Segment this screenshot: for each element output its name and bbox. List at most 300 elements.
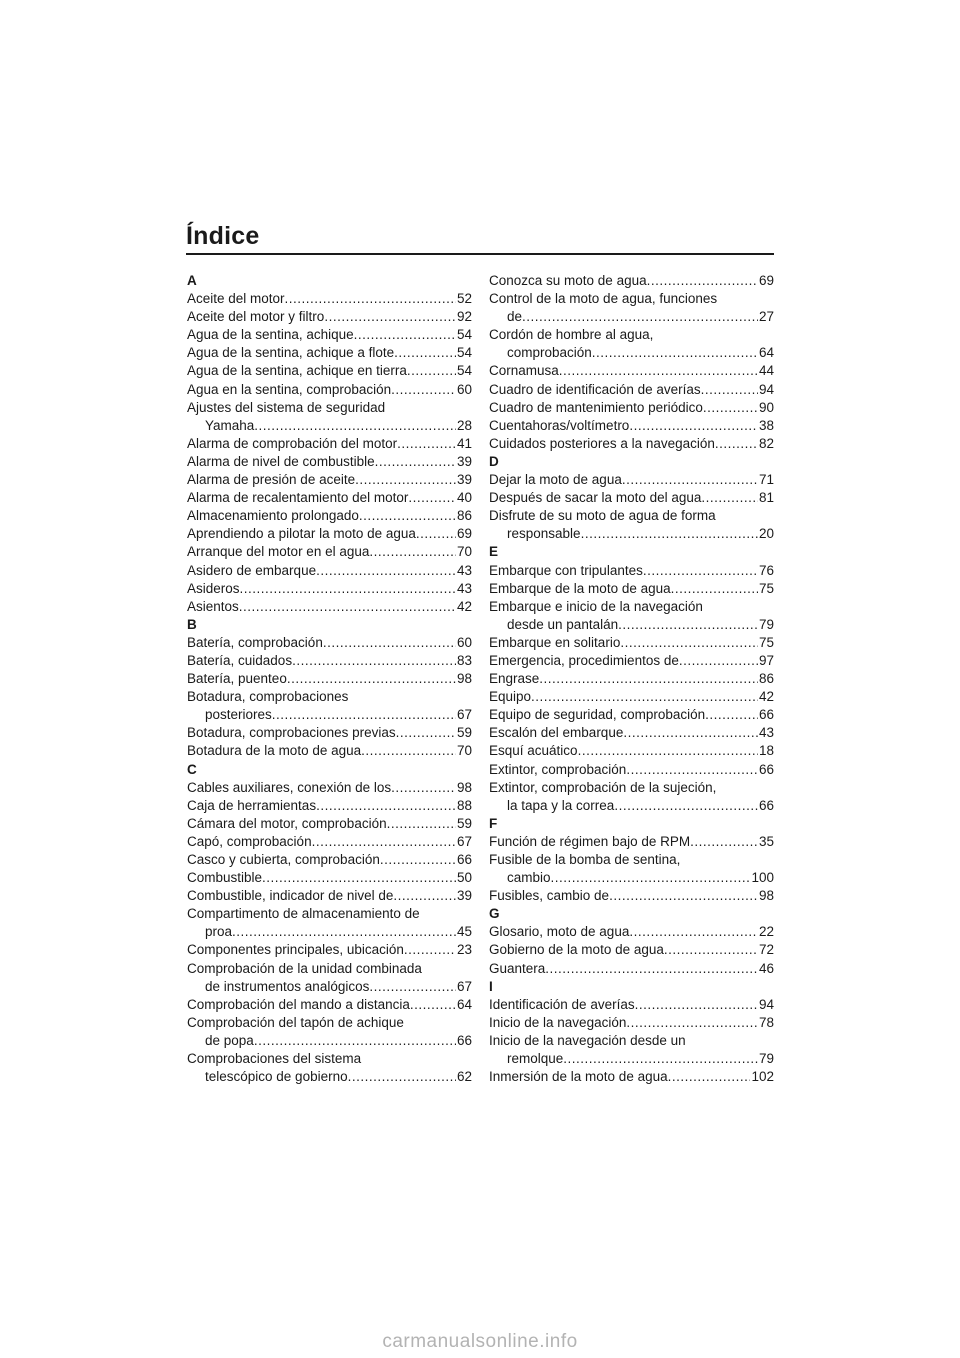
dot-leader (407, 362, 456, 380)
index-entry-label-line: Botadura, comprobaciones (187, 689, 349, 705)
index-entry (187, 887, 472, 905)
dot-leader (254, 1032, 456, 1050)
index-entry-label-line: Fusible de la bomba de sentina, (489, 852, 681, 867)
dot-leader (272, 706, 456, 724)
dot-leader (592, 344, 758, 362)
index-entry-page: 54 (456, 345, 472, 361)
index-entry-label: Asientos (187, 598, 239, 614)
index-entry-label: Agua de la sentina, achique a flote (187, 345, 395, 361)
index-entry-page: 18 (758, 743, 774, 759)
dot-leader (396, 724, 456, 742)
index-entry (489, 507, 774, 543)
index-column-right (489, 272, 774, 1086)
dot-leader (559, 362, 758, 380)
index-entry-label: Casco y cubierta, comprobación (187, 852, 380, 867)
index-entry-label: Inicio de la navegación (489, 1014, 627, 1030)
dot-leader (563, 1050, 758, 1068)
dot-leader (618, 616, 758, 634)
index-entry-label: Cables auxiliares, conexión de los (187, 779, 392, 795)
dot-leader (232, 923, 456, 941)
index-entry (187, 326, 472, 344)
index-entry-label: Función de régimen bajo de RPM (489, 833, 691, 849)
index-section-letter: I (489, 978, 493, 994)
index-entry-page: 44 (758, 363, 774, 379)
index-entry (489, 960, 774, 978)
dot-leader (285, 290, 456, 308)
index-entry (187, 525, 472, 543)
index-entry-label-line: Embarque e inicio de la navegación (489, 598, 703, 614)
index-entry (489, 851, 774, 887)
index-entry-label: Equipo de seguridad, comprobación (489, 707, 706, 723)
index-entry-page: 46 (758, 960, 774, 976)
index-entry (489, 471, 774, 489)
dot-leader (668, 1068, 751, 1086)
index-entry-label: Batería, puenteo (187, 671, 287, 687)
index-entry-page: 52 (456, 291, 472, 307)
index-entry-label: Extintor, comprobación (489, 761, 627, 777)
index-entry-label: Aceite del motor y filtro (187, 309, 325, 325)
index-entry-page: 67 (456, 707, 472, 723)
dot-leader (292, 652, 456, 670)
dot-leader (620, 634, 758, 652)
dot-leader (391, 381, 456, 399)
dot-leader (701, 489, 758, 507)
index-entry (489, 562, 774, 580)
dot-leader (324, 308, 456, 326)
index-entry (187, 833, 472, 851)
index-entry (187, 851, 472, 869)
index-entry-label: Batería, comprobación (187, 634, 323, 650)
index-entry (187, 905, 472, 941)
index-entry-label: Cuadro de identificación de averías (489, 381, 701, 397)
index-entry-page: 60 (456, 381, 472, 397)
index-entry-label: Conozca su moto de agua (489, 273, 647, 288)
dot-leader (312, 833, 456, 851)
page-title: Índice (186, 222, 260, 250)
index-entry-page: 23 (456, 942, 472, 958)
index-entry-label: Cámara del motor, comprobación (187, 815, 387, 831)
index-entry-page: 92 (456, 309, 472, 325)
index-entry-page: 97 (758, 652, 774, 668)
index-entry-page: 81 (758, 490, 774, 506)
index-entry-label-line: Comprobación del tapón de achique (187, 1014, 404, 1030)
index-entry-page: 86 (456, 508, 472, 524)
index-entry (187, 562, 472, 580)
index-entry-label: Botadura de la moto de agua (187, 743, 362, 759)
index-entry-label: Botadura, comprobaciones previas (187, 725, 396, 741)
dot-leader (671, 580, 758, 598)
index-entry-label: Inmersión de la moto de agua (489, 1069, 668, 1085)
index-entry-label: Batería, cuidados (187, 652, 293, 668)
index-entry-label: Alarma de recalentamiento del motor (187, 490, 409, 506)
index-entry-label: la tapa y la correa (507, 797, 615, 813)
dot-leader (643, 562, 758, 580)
index-entry (489, 580, 774, 598)
index-entry (187, 381, 472, 399)
index-entry-page: 62 (456, 1069, 472, 1085)
index-entry-page: 88 (456, 797, 472, 813)
index-entry (489, 290, 774, 326)
index-section-letter: G (489, 906, 500, 922)
index-entry-label: Asideros (187, 580, 240, 596)
index-entry-label: proa (205, 924, 233, 940)
dot-leader (380, 851, 456, 869)
index-entry-page: 69 (758, 273, 774, 288)
index-entry (187, 435, 472, 453)
index-entry-page: 90 (758, 399, 774, 415)
dot-leader (626, 1014, 758, 1032)
index-entry-page: 39 (456, 472, 472, 488)
index-entry (187, 507, 472, 525)
dot-leader (629, 923, 758, 941)
index-entry-page: 66 (758, 797, 774, 813)
index-entry-label: Escalón del embarque (489, 725, 624, 741)
index-entry-page: 59 (456, 725, 472, 741)
dot-leader (287, 670, 456, 688)
index-entry-label: Embarque de la moto de agua (489, 580, 671, 596)
index-entry-label: Esquí acuático (489, 743, 578, 759)
index-entry (187, 797, 472, 815)
index-entry-label: Yamaha (205, 417, 255, 433)
dot-leader (404, 941, 456, 959)
index-entry-page: 86 (758, 671, 774, 687)
index-entry (489, 706, 774, 724)
index-entry-page: 78 (758, 1014, 774, 1030)
dot-leader (679, 652, 758, 670)
index-entry-label: Alarma de nivel de combustible (187, 453, 375, 469)
index-entry (489, 688, 774, 706)
index-entry-page: 66 (456, 852, 472, 867)
dot-leader (622, 471, 758, 489)
index-section-letter: F (489, 815, 498, 831)
dot-leader (316, 797, 456, 815)
dot-leader (408, 489, 456, 507)
index-section-letter: D (489, 453, 499, 469)
index-entry-label: Aprendiendo a pilotar la moto de agua (187, 526, 416, 542)
index-entry-label: Engrase (489, 671, 540, 687)
index-entry-label: Equipo (489, 689, 532, 705)
dot-leader (394, 344, 456, 362)
index-entry (489, 724, 774, 742)
dot-leader (715, 435, 758, 453)
index-entry (187, 634, 472, 652)
dot-leader (361, 742, 456, 760)
index-entry-label-line: Ajustes del sistema de seguridad (187, 399, 386, 415)
index-entry (187, 815, 472, 833)
index-entry (489, 887, 774, 905)
index-entry-label: Después de sacar la moto del agua (489, 490, 702, 506)
index-entry-label: Aceite del motor (187, 291, 285, 307)
index-entry-label: Cuidados posteriores a la navegación (489, 435, 715, 451)
index-entry-label: Embarque en solitario (489, 634, 621, 650)
index-entry-page: 67 (456, 833, 472, 849)
index-entry-page: 72 (758, 942, 774, 958)
index-entry (489, 1014, 774, 1032)
dot-leader (323, 634, 456, 652)
index-entry-label: Caja de herramientas (187, 797, 317, 813)
index-entry-label: Alarma de comprobación del motor (187, 435, 398, 451)
index-entry-label: comprobación (507, 345, 592, 361)
index-entry (187, 869, 472, 887)
index-entry-page: 66 (758, 761, 774, 777)
index-entry-label: de instrumentos analógicos (205, 978, 370, 994)
index-entry (187, 308, 472, 326)
dot-leader (664, 941, 758, 959)
index-entry-page: 67 (456, 978, 472, 994)
dot-leader (623, 724, 758, 742)
index-entry-label: Capó, comprobación (187, 833, 312, 849)
dot-leader (410, 996, 456, 1014)
index-entry (187, 471, 472, 489)
index-entry-page: 69 (456, 526, 472, 542)
index-entry (187, 489, 472, 507)
index-entry-label: Cuentahoras/voltímetro (489, 417, 630, 433)
index-entry-page: 39 (456, 888, 472, 904)
index-entry-label: Combustible, indicador de nivel de (187, 888, 394, 904)
index-entry (187, 670, 472, 688)
dot-leader (416, 525, 456, 543)
index-entry-page: 38 (758, 417, 774, 433)
dot-leader (354, 326, 456, 344)
index-entry-label: desde un pantalán (507, 616, 619, 632)
index-entry-label: Agua en la sentina, comprobación (187, 381, 392, 397)
index-section-letter: C (187, 761, 197, 777)
index-entry (187, 362, 472, 380)
index-entry-page: 66 (456, 1032, 472, 1048)
index-entry-page: 66 (758, 707, 774, 723)
index-entry-label: Gobierno de la moto de agua (489, 942, 664, 958)
index-entry-page: 43 (456, 562, 472, 578)
index-entry-label: remolque (507, 1051, 564, 1067)
index-entry-page: 79 (758, 616, 774, 632)
index-entry (489, 833, 774, 851)
index-entry-page: 70 (456, 544, 472, 560)
index-entry-label: Agua de la sentina, achique (187, 327, 354, 343)
index-entry-label: Comprobación del mando a distancia (187, 996, 410, 1012)
dot-leader (647, 272, 758, 290)
index-entry (187, 344, 472, 362)
index-entry (187, 742, 472, 760)
index-entry (187, 453, 472, 471)
index-entry (187, 941, 472, 959)
index-entry-label-line: Comprobación de la unidad combinada (187, 960, 422, 976)
index-entry-page: 75 (758, 580, 774, 596)
index-entry (489, 996, 774, 1014)
index-section-letter: B (187, 616, 197, 632)
dot-leader (359, 507, 456, 525)
title-rule (186, 253, 774, 255)
dot-leader (626, 761, 758, 779)
index-entry-page: 20 (758, 526, 774, 542)
index-entry (489, 326, 774, 362)
index-entry (187, 996, 472, 1014)
index-entry-page: 50 (456, 870, 472, 886)
index-entry (187, 290, 472, 308)
index-entry-label: Cuadro de mantenimiento periódico (489, 399, 703, 415)
index-entry-page: 39 (456, 453, 472, 469)
index-entry-label-line: Inicio de la navegación desde un (489, 1032, 686, 1048)
dot-leader (397, 435, 456, 453)
index-entry-label-line: Extintor, comprobación de la sujeción, (489, 779, 717, 795)
index-entry-label: Asidero de embarque (187, 562, 317, 578)
index-entry-label: Guantera (489, 960, 546, 976)
index-entry (489, 1032, 774, 1068)
dot-leader (369, 978, 456, 996)
index-entry-page: 75 (758, 634, 774, 650)
index-entry-page: 100 (751, 870, 774, 886)
dot-leader (239, 598, 456, 616)
dot-leader (703, 399, 758, 417)
index-entry (489, 652, 774, 670)
index-entry-label: cambio (507, 870, 551, 886)
index-entry (489, 381, 774, 399)
index-column-left (187, 272, 472, 1086)
index-entry-page: 83 (456, 652, 472, 668)
dot-leader (609, 887, 758, 905)
index-entry-page: 22 (758, 924, 774, 940)
dot-leader (614, 797, 758, 815)
watermark: carmanualsonline.info (382, 1331, 578, 1352)
index-entry (489, 634, 774, 652)
index-entry (489, 779, 774, 815)
dot-leader (531, 688, 758, 706)
index-entry-label: de popa (205, 1032, 254, 1048)
index-entry-page: 45 (456, 924, 472, 940)
index-entry-page: 42 (456, 598, 472, 614)
index-entry-page: 59 (456, 815, 472, 831)
index-entry-label: Arranque del motor en el agua (187, 544, 370, 560)
index-entry-page: 98 (456, 779, 472, 795)
dot-leader (316, 562, 456, 580)
index-entry-page: 43 (456, 580, 472, 596)
index-entry-page: 98 (456, 671, 472, 687)
index-entry (489, 761, 774, 779)
index-entry-label: Alarma de presión de aceite (187, 472, 356, 488)
index-section-letter: A (187, 273, 197, 288)
dot-leader (690, 833, 758, 851)
index-entry-label: Identificación de averías (489, 996, 635, 1012)
index-entry-label: Embarque con tripulantes (489, 562, 643, 578)
dot-leader (254, 417, 456, 435)
index-entry (489, 489, 774, 507)
index-entry-label: Almacenamiento prolongado (187, 508, 359, 524)
index-entry-page: 82 (758, 435, 774, 451)
dot-leader (355, 471, 456, 489)
index-entry-page: 98 (758, 888, 774, 904)
dot-leader (393, 887, 456, 905)
index-entry (187, 399, 472, 435)
dot-leader (705, 706, 758, 724)
dot-leader (539, 670, 758, 688)
dot-leader (391, 779, 456, 797)
index-entry-label: de (507, 309, 523, 325)
index-entry (187, 543, 472, 561)
index-entry-page: 43 (758, 725, 774, 741)
index-entry-page: 64 (758, 345, 774, 361)
index-entry-label-line: Cordón de hombre al agua, (489, 327, 654, 343)
index-entry-label: Glosario, moto de agua (489, 924, 630, 940)
index-entry-label: Combustible (187, 870, 263, 886)
index-entry-label-line: Control de la moto de agua, funciones (489, 291, 718, 307)
index-entry-page: 40 (456, 490, 472, 506)
index-entry-label: responsable (507, 526, 581, 542)
dot-leader (375, 453, 456, 471)
index-entry-label: Cornamusa (489, 363, 559, 379)
dot-leader (635, 996, 758, 1014)
index-entry (187, 960, 472, 996)
index-entry (489, 435, 774, 453)
index-entry (187, 652, 472, 670)
index-entry-page: 94 (758, 381, 774, 397)
index-entry-label: Fusibles, cambio de (489, 888, 610, 904)
index-entry-page: 42 (758, 689, 774, 705)
index-entry-page: 71 (758, 472, 774, 488)
dot-leader (629, 417, 758, 435)
index-entry-label: Componentes principales, ubicación (187, 942, 404, 958)
index-entry-page: 54 (456, 363, 472, 379)
index-entry-label: posteriores (205, 707, 272, 723)
index-entry-label-line: Compartimento de almacenamiento de (187, 906, 420, 922)
dot-leader (240, 580, 456, 598)
index-entry-label: Dejar la moto de agua (489, 472, 622, 488)
dot-leader (522, 308, 758, 326)
index-entry-page: 102 (751, 1069, 774, 1085)
index-entry (187, 1014, 472, 1050)
index-entry (489, 923, 774, 941)
dot-leader (551, 869, 751, 887)
index-entry (489, 670, 774, 688)
index-entry-page: 79 (758, 1051, 774, 1067)
dot-leader (387, 815, 456, 833)
index-entry-label-line: Comprobaciones del sistema (187, 1051, 362, 1067)
index-entry (489, 417, 774, 435)
index-entry-label-line: Disfrute de su moto de agua de forma (489, 508, 716, 524)
index-entry (187, 598, 472, 616)
index-entry (489, 362, 774, 380)
index-entry (187, 779, 472, 797)
dot-leader (581, 525, 758, 543)
index-entry (187, 688, 472, 724)
dot-leader (262, 869, 456, 887)
index-entry (187, 1050, 472, 1086)
index-entry-label: telescópico de gobierno (205, 1069, 348, 1085)
index-entry-page: 60 (456, 634, 472, 650)
index-entry (489, 399, 774, 417)
index-entry (489, 1068, 774, 1086)
index-entry (489, 272, 774, 290)
index-entry (489, 742, 774, 760)
index-entry-page: 94 (758, 996, 774, 1012)
index-entry-page: 28 (456, 417, 472, 433)
index-entry-page: 27 (758, 309, 774, 325)
index-section-letter: E (489, 544, 499, 560)
index-entry-page: 35 (758, 833, 774, 849)
index-entry (187, 580, 472, 598)
index-entry (187, 724, 472, 742)
index-entry-page: 54 (456, 327, 472, 343)
index-entry-page: 41 (456, 435, 472, 451)
dot-leader (701, 381, 758, 399)
dot-leader (348, 1068, 456, 1086)
index-entry-page: 64 (456, 996, 472, 1012)
index-entry-page: 70 (456, 743, 472, 759)
dot-leader (369, 543, 456, 561)
index-entry-page: 76 (758, 562, 774, 578)
dot-leader (578, 742, 758, 760)
index-entry (489, 598, 774, 634)
index-entry-label: Agua de la sentina, achique en tierra (187, 363, 407, 379)
index-entry-label: Emergencia, procedimientos de (489, 652, 679, 668)
